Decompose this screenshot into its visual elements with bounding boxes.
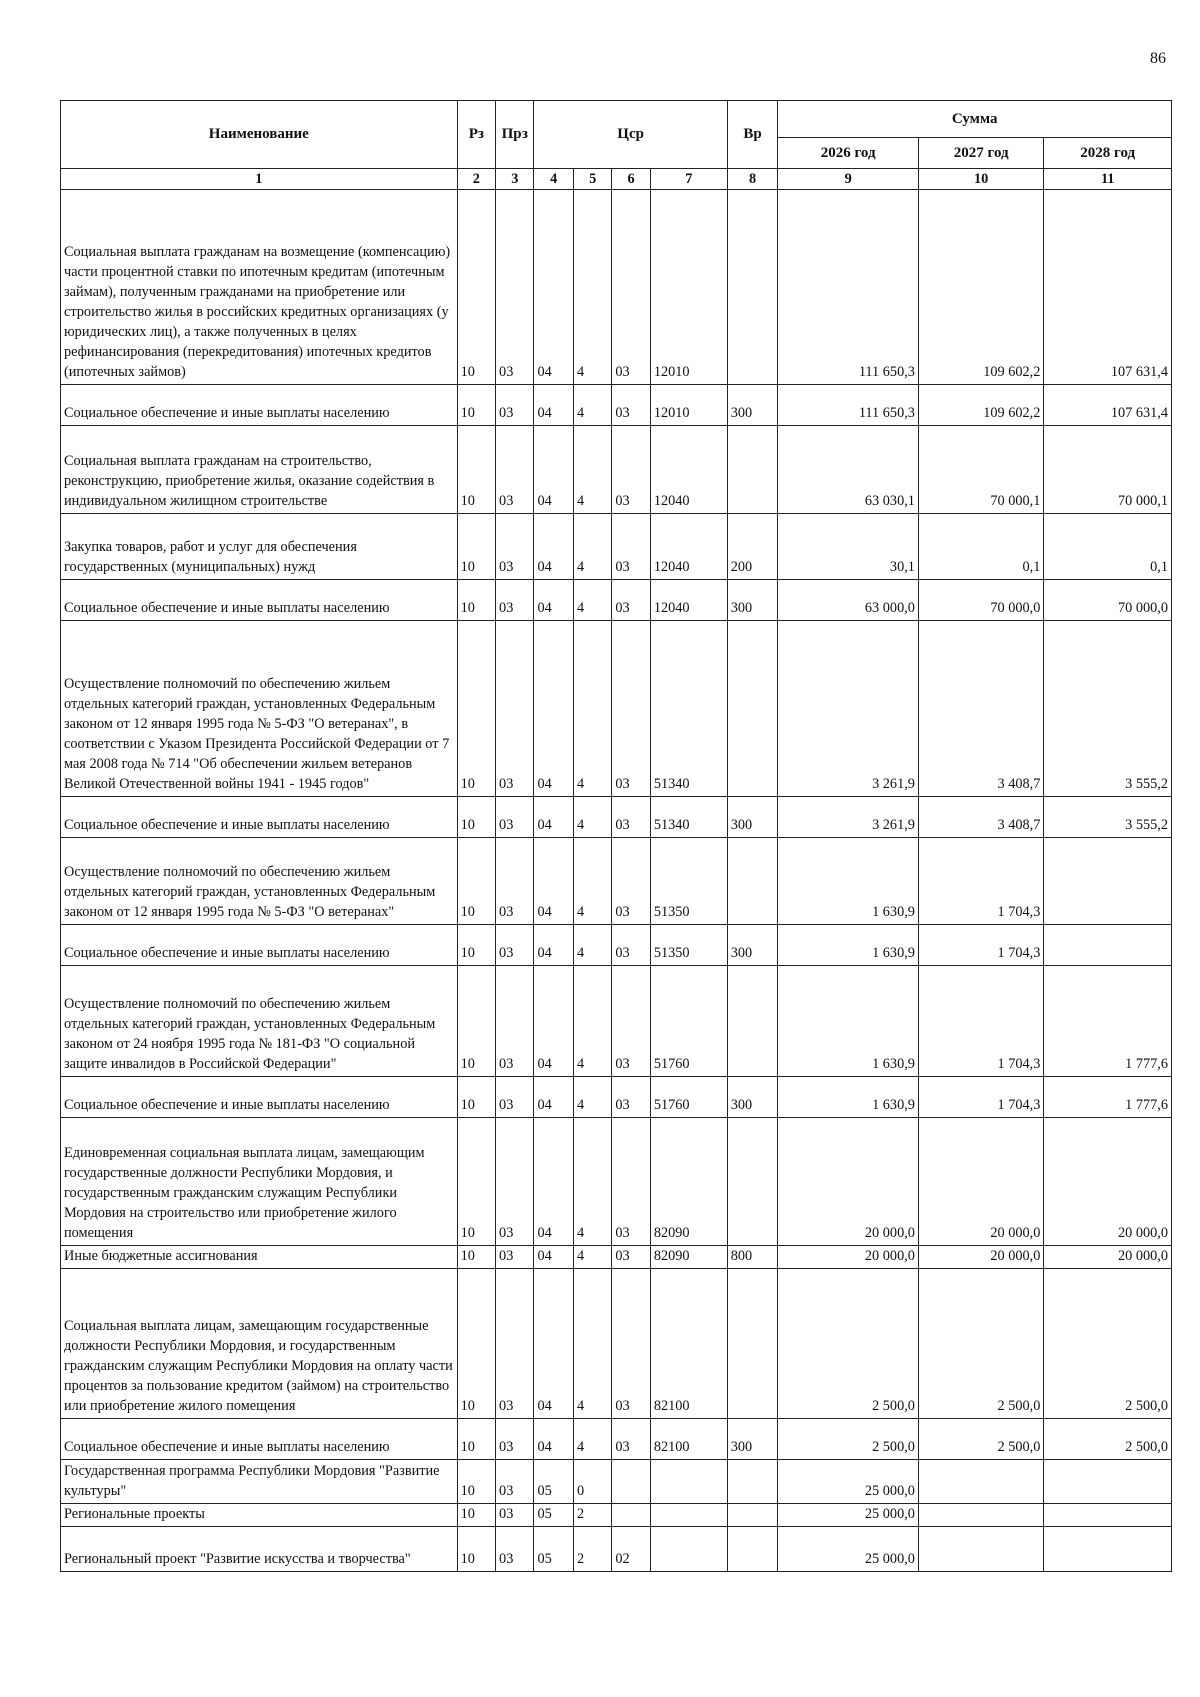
row-name: Осуществление полномочий по обеспечению жильем отдельных категорий граждан, установленных Федеральным законом от 24 ноября 1995 года № 181-ФЗ "О социальной защите инвалидов в Российской Федерации": [61, 966, 458, 1077]
row-name: Социальное обеспечение и иные выплаты населению: [61, 1419, 458, 1460]
column-index: 3: [496, 169, 534, 190]
row-csr-4: 04: [534, 925, 573, 966]
row-rz: 10: [457, 925, 495, 966]
header-year-2028: 2028 год: [1044, 138, 1172, 169]
row-csr-6: 03: [612, 621, 650, 797]
row-csr-5: 4: [573, 925, 611, 966]
row-vr: 800: [727, 1246, 778, 1269]
row-sum-2028: 70 000,0: [1044, 580, 1172, 621]
row-csr-4: 04: [534, 621, 573, 797]
row-csr-7: 51340: [650, 797, 727, 838]
row-csr-4: 04: [534, 190, 573, 385]
row-csr-6: 03: [612, 580, 650, 621]
row-vr: 200: [727, 514, 778, 580]
table-row: [61, 797, 1172, 838]
header-csr: Цср: [534, 101, 727, 169]
table-row: [61, 1246, 1172, 1269]
row-prz: 03: [496, 1246, 534, 1269]
row-csr-6: 03: [612, 925, 650, 966]
column-index: 5: [573, 169, 611, 190]
row-csr-6: 03: [612, 1419, 650, 1460]
row-prz: 03: [496, 1504, 534, 1527]
row-csr-4: 04: [534, 426, 573, 514]
page-number: 86: [1150, 50, 1166, 67]
row-csr-5: 2: [573, 1527, 611, 1572]
row-name: Региональный проект "Развитие искусства и творчества": [61, 1527, 458, 1572]
row-rz: 10: [457, 580, 495, 621]
row-csr-6: 02: [612, 1527, 650, 1572]
row-vr: [727, 1118, 778, 1246]
row-sum-2027: [918, 1527, 1043, 1572]
row-csr-7: 82100: [650, 1419, 727, 1460]
row-name: Осуществление полномочий по обеспечению жильем отдельных категорий граждан, установленных Федеральным законом от 12 января 1995 года № 5-ФЗ "О ветеранах": [61, 838, 458, 925]
row-csr-5: 4: [573, 621, 611, 797]
row-vr: [727, 838, 778, 925]
row-csr-7: 51340: [650, 621, 727, 797]
budget-table: [60, 100, 1172, 1572]
table-row: [61, 580, 1172, 621]
row-sum-2026: 20 000,0: [778, 1246, 919, 1269]
row-prz: 03: [496, 1269, 534, 1419]
row-sum-2026: 1 630,9: [778, 966, 919, 1077]
row-prz: 03: [496, 385, 534, 426]
row-name: Иные бюджетные ассигнования: [61, 1246, 458, 1269]
row-vr: 300: [727, 385, 778, 426]
row-sum-2027: 3 408,7: [918, 621, 1043, 797]
row-csr-6: 03: [612, 190, 650, 385]
row-prz: 03: [496, 426, 534, 514]
row-name: Государственная программа Республики Мордовия "Развитие культуры": [61, 1460, 458, 1504]
table-row: [61, 925, 1172, 966]
row-prz: 03: [496, 966, 534, 1077]
row-name: Социальная выплата лицам, замещающим государственные должности Республики Мордовия, и государственным гражданским служащим Республики Мордовия на оплату части процентов за пользование кредитом (займом) на строительство или приобретение жилого помещения: [61, 1269, 458, 1419]
column-index: 1: [61, 169, 458, 190]
row-sum-2028: 107 631,4: [1044, 385, 1172, 426]
row-csr-5: 4: [573, 190, 611, 385]
row-csr-5: 4: [573, 426, 611, 514]
row-csr-6: 03: [612, 1118, 650, 1246]
row-sum-2028: 70 000,1: [1044, 426, 1172, 514]
row-name: Социальное обеспечение и иные выплаты населению: [61, 797, 458, 838]
column-index: 7: [650, 169, 727, 190]
row-rz: 10: [457, 385, 495, 426]
row-sum-2027: 1 704,3: [918, 925, 1043, 966]
row-csr-4: 04: [534, 1118, 573, 1246]
row-sum-2026: 63 000,0: [778, 580, 919, 621]
row-rz: 10: [457, 1460, 495, 1504]
row-name: Осуществление полномочий по обеспечению жильем отдельных категорий граждан, установленных Федеральным законом от 12 января 1995 года № 5-ФЗ "О ветеранах", в соответствии с Указом Президента Российской Федерации от 7 мая 2008 года № 714 "Об обеспечении жильем ветеранов Великой Отечественной войны 1941 - 1945 годов": [61, 621, 458, 797]
table-row: [61, 966, 1172, 1077]
row-csr-6: 03: [612, 1077, 650, 1118]
row-vr: [727, 1504, 778, 1527]
row-rz: 10: [457, 1246, 495, 1269]
row-prz: 03: [496, 925, 534, 966]
row-prz: 03: [496, 1527, 534, 1572]
row-sum-2027: 20 000,0: [918, 1246, 1043, 1269]
row-rz: 10: [457, 797, 495, 838]
header-rz: Рз: [457, 101, 495, 169]
row-rz: 10: [457, 1269, 495, 1419]
row-vr: [727, 1460, 778, 1504]
row-sum-2028: 107 631,4: [1044, 190, 1172, 385]
row-prz: 03: [496, 1118, 534, 1246]
column-index: 6: [612, 169, 650, 190]
row-csr-5: 4: [573, 385, 611, 426]
row-csr-5: 4: [573, 1118, 611, 1246]
table-row: [61, 385, 1172, 426]
row-csr-5: 4: [573, 1077, 611, 1118]
row-name: Социальное обеспечение и иные выплаты населению: [61, 580, 458, 621]
table-row: [61, 426, 1172, 514]
row-vr: 300: [727, 580, 778, 621]
row-rz: 10: [457, 1504, 495, 1527]
row-sum-2028: [1044, 1527, 1172, 1572]
row-csr-5: 4: [573, 966, 611, 1077]
row-vr: [727, 426, 778, 514]
row-sum-2028: 3 555,2: [1044, 797, 1172, 838]
row-rz: 10: [457, 966, 495, 1077]
row-csr-5: 4: [573, 1419, 611, 1460]
row-sum-2028: 1 777,6: [1044, 1077, 1172, 1118]
row-sum-2027: 1 704,3: [918, 1077, 1043, 1118]
row-prz: 03: [496, 514, 534, 580]
table-row: [61, 1527, 1172, 1572]
row-name: Единовременная социальная выплата лицам, замещающим государственные должности Республики Мордовия, и государственным гражданским служащим Республики Мордовия на строительство или приобретение жилого помещения: [61, 1118, 458, 1246]
row-rz: 10: [457, 514, 495, 580]
row-sum-2027: 20 000,0: [918, 1118, 1043, 1246]
row-sum-2027: 1 704,3: [918, 966, 1043, 1077]
column-index: 10: [918, 169, 1043, 190]
row-sum-2027: 3 408,7: [918, 797, 1043, 838]
row-sum-2028: 20 000,0: [1044, 1246, 1172, 1269]
row-sum-2028: 2 500,0: [1044, 1269, 1172, 1419]
row-rz: 10: [457, 838, 495, 925]
row-csr-7: 51760: [650, 1077, 727, 1118]
header-sum: Сумма: [778, 101, 1172, 138]
row-sum-2028: 3 555,2: [1044, 621, 1172, 797]
row-csr-7: 51350: [650, 925, 727, 966]
row-sum-2027: 70 000,0: [918, 580, 1043, 621]
row-csr-7: [650, 1460, 727, 1504]
row-csr-5: 4: [573, 514, 611, 580]
row-sum-2026: 1 630,9: [778, 1077, 919, 1118]
row-rz: 10: [457, 1527, 495, 1572]
row-csr-5: 4: [573, 1269, 611, 1419]
row-sum-2027: 2 500,0: [918, 1269, 1043, 1419]
row-prz: 03: [496, 621, 534, 797]
row-csr-4: 04: [534, 1077, 573, 1118]
row-csr-7: 12010: [650, 385, 727, 426]
table-header: [61, 101, 1172, 190]
row-csr-7: 12040: [650, 426, 727, 514]
row-vr: [727, 621, 778, 797]
row-csr-5: 0: [573, 1460, 611, 1504]
row-sum-2028: 1 777,6: [1044, 966, 1172, 1077]
row-sum-2026: 2 500,0: [778, 1269, 919, 1419]
row-vr: [727, 1527, 778, 1572]
table-row: [61, 621, 1172, 797]
header-vr: Вр: [727, 101, 778, 169]
row-csr-4: 04: [534, 797, 573, 838]
row-csr-5: 4: [573, 838, 611, 925]
row-name: Социальное обеспечение и иные выплаты населению: [61, 385, 458, 426]
row-csr-5: 4: [573, 1246, 611, 1269]
row-name: Социальное обеспечение и иные выплаты населению: [61, 1077, 458, 1118]
row-sum-2026: 3 261,9: [778, 621, 919, 797]
row-sum-2026: 25 000,0: [778, 1460, 919, 1504]
row-vr: [727, 190, 778, 385]
row-csr-6: 03: [612, 966, 650, 1077]
row-csr-6: 03: [612, 797, 650, 838]
row-vr: 300: [727, 797, 778, 838]
row-vr: [727, 966, 778, 1077]
row-csr-7: 82090: [650, 1118, 727, 1246]
row-sum-2028: 20 000,0: [1044, 1118, 1172, 1246]
row-prz: 03: [496, 838, 534, 925]
row-rz: 10: [457, 1118, 495, 1246]
row-sum-2027: 109 602,2: [918, 385, 1043, 426]
row-prz: 03: [496, 797, 534, 838]
row-csr-4: 04: [534, 1269, 573, 1419]
row-sum-2027: [918, 1504, 1043, 1527]
table-row: [61, 1118, 1172, 1246]
header-name: Наименование: [61, 101, 458, 169]
row-vr: 300: [727, 925, 778, 966]
row-sum-2027: [918, 1460, 1043, 1504]
row-rz: 10: [457, 190, 495, 385]
row-csr-6: 03: [612, 385, 650, 426]
row-sum-2027: 109 602,2: [918, 190, 1043, 385]
row-sum-2028: [1044, 925, 1172, 966]
row-csr-6: [612, 1504, 650, 1527]
row-sum-2026: 3 261,9: [778, 797, 919, 838]
row-csr-4: 04: [534, 580, 573, 621]
row-csr-4: 05: [534, 1527, 573, 1572]
row-csr-6: 03: [612, 1269, 650, 1419]
row-rz: 10: [457, 1419, 495, 1460]
row-sum-2026: 25 000,0: [778, 1504, 919, 1527]
row-sum-2028: [1044, 838, 1172, 925]
row-vr: 300: [727, 1077, 778, 1118]
row-sum-2026: 111 650,3: [778, 385, 919, 426]
table-row: [61, 1077, 1172, 1118]
row-sum-2027: 0,1: [918, 514, 1043, 580]
row-sum-2027: 1 704,3: [918, 838, 1043, 925]
row-sum-2027: 2 500,0: [918, 1419, 1043, 1460]
row-csr-7: 51350: [650, 838, 727, 925]
column-index: 2: [457, 169, 495, 190]
row-sum-2026: 1 630,9: [778, 838, 919, 925]
row-csr-7: 82100: [650, 1269, 727, 1419]
row-csr-4: 04: [534, 966, 573, 1077]
row-vr: [727, 1269, 778, 1419]
row-csr-7: 51760: [650, 966, 727, 1077]
row-name: Закупка товаров, работ и услуг для обеспечения государственных (муниципальных) нужд: [61, 514, 458, 580]
row-csr-7: [650, 1504, 727, 1527]
row-prz: 03: [496, 580, 534, 621]
header-year-2027: 2027 год: [918, 138, 1043, 169]
row-csr-6: 03: [612, 426, 650, 514]
row-csr-6: [612, 1460, 650, 1504]
table-row: [61, 1419, 1172, 1460]
row-sum-2028: 2 500,0: [1044, 1419, 1172, 1460]
row-sum-2026: 2 500,0: [778, 1419, 919, 1460]
row-sum-2027: 70 000,1: [918, 426, 1043, 514]
header-prz: Прз: [496, 101, 534, 169]
row-csr-6: 03: [612, 1246, 650, 1269]
row-sum-2026: 1 630,9: [778, 925, 919, 966]
row-rz: 10: [457, 426, 495, 514]
row-csr-4: 05: [534, 1504, 573, 1527]
column-index: 9: [778, 169, 919, 190]
table-row: [61, 838, 1172, 925]
column-index: 11: [1044, 169, 1172, 190]
table-row: [61, 1504, 1172, 1527]
column-index-row: [61, 169, 1172, 190]
row-csr-4: 04: [534, 514, 573, 580]
row-csr-4: 04: [534, 1246, 573, 1269]
row-sum-2026: 20 000,0: [778, 1118, 919, 1246]
row-vr: 300: [727, 1419, 778, 1460]
row-csr-5: 2: [573, 1504, 611, 1527]
row-csr-4: 04: [534, 838, 573, 925]
row-prz: 03: [496, 190, 534, 385]
row-name: Социальное обеспечение и иные выплаты населению: [61, 925, 458, 966]
row-csr-7: 12040: [650, 580, 727, 621]
row-csr-7: 12040: [650, 514, 727, 580]
column-index: 4: [534, 169, 573, 190]
table-row: [61, 1269, 1172, 1419]
row-sum-2028: [1044, 1504, 1172, 1527]
row-rz: 10: [457, 1077, 495, 1118]
header-year-2026: 2026 год: [778, 138, 919, 169]
row-prz: 03: [496, 1460, 534, 1504]
row-csr-7: [650, 1527, 727, 1572]
row-name: Социальная выплата гражданам на возмещение (компенсацию) части процентной ставки по ипотечным кредитам (ипотечным займам), полученным гражданами на приобретение или строительство жилья в российских кредитных организациях (у юридических лиц), а также полученных в целях рефинансирования (перекредитования) ипотечных кредитов (ипотечных займов): [61, 190, 458, 385]
table-body: [61, 190, 1172, 1572]
row-csr-5: 4: [573, 797, 611, 838]
row-csr-4: 04: [534, 1419, 573, 1460]
row-csr-6: 03: [612, 514, 650, 580]
row-sum-2028: 0,1: [1044, 514, 1172, 580]
row-prz: 03: [496, 1077, 534, 1118]
table-row: [61, 514, 1172, 580]
row-rz: 10: [457, 621, 495, 797]
row-sum-2026: 30,1: [778, 514, 919, 580]
table-row: [61, 1460, 1172, 1504]
row-csr-7: 12010: [650, 190, 727, 385]
row-csr-4: 04: [534, 385, 573, 426]
row-csr-5: 4: [573, 580, 611, 621]
column-index: 8: [727, 169, 778, 190]
row-sum-2028: [1044, 1460, 1172, 1504]
row-csr-4: 05: [534, 1460, 573, 1504]
row-sum-2026: 63 030,1: [778, 426, 919, 514]
row-sum-2026: 25 000,0: [778, 1527, 919, 1572]
row-sum-2026: 111 650,3: [778, 190, 919, 385]
row-prz: 03: [496, 1419, 534, 1460]
table-row: [61, 190, 1172, 385]
row-csr-6: 03: [612, 838, 650, 925]
row-name: Региональные проекты: [61, 1504, 458, 1527]
row-name: Социальная выплата гражданам на строительство, реконструкцию, приобретение жилья, оказание содействия в индивидуальном жилищном строительстве: [61, 426, 458, 514]
row-csr-7: 82090: [650, 1246, 727, 1269]
